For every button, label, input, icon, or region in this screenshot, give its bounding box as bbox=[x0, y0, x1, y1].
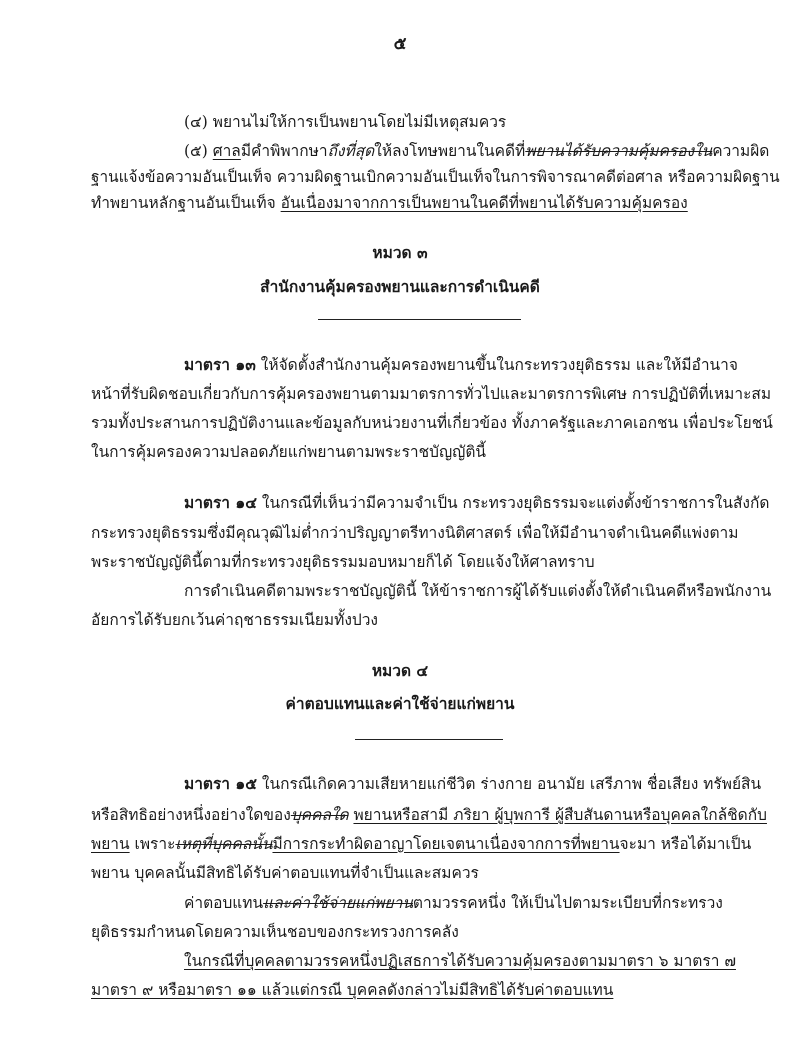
chapter-4-title: ค่าตอบแทนและค่าใช้จ่ายแก่พยาน bbox=[285, 694, 515, 713]
section-14-line-5: อัยการได้รับยกเว้นค่าฤชาธรรมเนียมทั้งปวง bbox=[91, 611, 378, 629]
clause-5-line-1 bbox=[184, 141, 769, 161]
clause-5-underlined: อันเนื่องมาจากการเป็นพยานในคดีที่พยานได้รับความคุ้มครอง bbox=[280, 194, 688, 212]
section-14-line-4: การดำเนินคดีตามพระราชบัญญัตินี้ ให้ข้าราชการผู้ได้รับแต่งตั้งให้ดำเนินคดีหรือพนักงาน bbox=[184, 582, 772, 600]
clause-5-text-e: ความผิด bbox=[712, 142, 770, 160]
section-14-line-2: กระทรวงยุติธรรมซึ่งมีคุณวุฒิไม่ต่ำกว่าปริญญาตรีทางนิติศาสตร์ เพื่อให้มีอำนาจดำเนินคดีแพ่งตาม bbox=[91, 524, 739, 542]
clause-5-marker: (๕) bbox=[184, 142, 213, 160]
clause-5-struck-text: พยานได้รับความคุ้มครองใน bbox=[525, 142, 713, 160]
section-15-line-8: มาตรา ๙ หรือมาตรา ๑๑ แล้วแต่กรณี บุคคลดังกล่าวไม่มีสิทธิได้รับค่าตอบแทน bbox=[91, 981, 614, 999]
section-13-text-1: ให้จัดตั้งสำนักงานคุ้มครองพยานขึ้นในกระทรวงยุติธรรม และให้มีอำนาจ bbox=[255, 356, 738, 374]
section-15-line-5 bbox=[184, 893, 723, 913]
section-13-line-3: รวมทั้งประสานการปฏิบัติงานและข้อมูลกับหน่วยงานที่เกี่ยวข้อง ทั้งภาครัฐและภาคเอกชน เพื่อประโยชน์ bbox=[91, 414, 773, 432]
page-number: ๕ bbox=[393, 34, 407, 54]
section-15-line-7: ในกรณีที่บุคคลตามวรรคหนึ่งปฏิเสธการได้รับความคุ้มครองตามมาตรา ๖ มาตรา ๗ bbox=[184, 952, 736, 970]
section-15-witness-word: พยาน bbox=[91, 835, 130, 853]
section-15-underlined-relatives: พยานหรือสามี ภริยา ผู้บุพการี ผู้สืบสันดานหรือบุคคลใกล้ชิดกับ bbox=[353, 806, 767, 824]
clause-5-text-c: ให้ลงโทษพยานในคดีที่ bbox=[374, 142, 526, 160]
section-15-underlined-offence: มีการกระทำผิดอาญาโดยเจตนาเนื่องจากการที่พยาน bbox=[272, 835, 620, 853]
section-13-label: มาตรา ๑๓ bbox=[184, 355, 256, 374]
section-15-because: เพราะ bbox=[129, 835, 176, 853]
section-15-line-6: ยุติธรรมกำหนดโดยความเห็นชอบของกระทรวงการคลัง bbox=[91, 923, 459, 941]
section-13-line-2: หน้าที่รับผิดชอบเกี่ยวกับการคุ้มครองพยานตามมาตรการทั่วไปและมาตรการพิเศษ การปฏิบัติที่เหมาะสม bbox=[91, 385, 772, 403]
chapter-3-heading: หมวด ๓ bbox=[372, 243, 428, 262]
section-15-text-1: ในกรณีเกิดความเสียหายแก่ชีวิต ร่างกาย อนามัย เสรีภาพ ชื่อเสียง ทรัพย์สิน bbox=[256, 775, 762, 793]
section-15-label: มาตรา ๑๕ bbox=[184, 774, 257, 793]
chapter-3-title: สำนักงานคุ้มครองพยานและการดำเนินคดี bbox=[260, 277, 540, 296]
chapter-4-heading: หมวด ๔ bbox=[371, 661, 429, 680]
section-14-line-1 bbox=[184, 493, 769, 513]
section-14-label: มาตรา ๑๔ bbox=[184, 493, 257, 512]
section-14-line-3: พระราชบัญญัตินี้ตามที่กระทรวงยุติธรรมมอบหมายก็ได้ โดยแจ้งให้ศาลทราบ bbox=[91, 553, 595, 571]
section-15-line-3 bbox=[91, 834, 751, 854]
clause-5-line-2: ฐานแจ้งข้อความอันเป็นเท็จ ความผิดฐานเบิกความอันเป็นเท็จในการพิจารณาคดีต่อศาล หรือความผิดฐาน bbox=[91, 168, 780, 186]
section-15-line-5c: ตามวรรคหนึ่ง ให้เป็นไปตามระเบียบที่กระทรวง bbox=[412, 894, 723, 912]
section-14-text-1: ในกรณีที่เห็นว่ามีความจำเป็น กระทรวงยุติธรรมจะแต่งตั้งข้าราชการในสังกัด bbox=[256, 494, 770, 512]
section-15-line-4: พยาน บุคคลนั้นมีสิทธิได้รับค่าตอบแทนที่จำเป็นและสมควร bbox=[91, 864, 479, 882]
chapter-4-divider bbox=[355, 739, 503, 740]
section-15-struck-reason: เหตุที่บุคคลนั้น bbox=[175, 835, 273, 853]
court-word: ศาล bbox=[212, 142, 241, 160]
section-13-line-1 bbox=[184, 355, 738, 375]
section-15-line-5a: ค่าตอบแทน bbox=[184, 894, 264, 912]
clause-5-text-a: มีคำพิพากษา bbox=[240, 142, 328, 160]
clause-4: (๔) พยานไม่ให้การเป็นพยานโดยไม่มีเหตุสมควร bbox=[184, 113, 507, 131]
clause-5-italic-final: ถึงที่สุด bbox=[327, 142, 375, 160]
chapter-3-divider bbox=[318, 319, 521, 320]
section-15-struck-expenses: และค่าใช้จ่ายแก่พยาน bbox=[263, 894, 413, 912]
section-13-line-4: ในการคุ้มครองความปลอดภัยแก่พยานตามพระราชบัญญัตินี้ bbox=[91, 443, 487, 461]
section-15-line-2 bbox=[91, 805, 767, 825]
section-15-line-1 bbox=[184, 774, 761, 794]
section-15-struck-person: บุคคลใด bbox=[290, 806, 349, 824]
section-15-line-3e: จะมา หรือได้มาเป็น bbox=[619, 835, 752, 853]
clause-5-line-3 bbox=[91, 193, 688, 213]
clause-5-line-3a: ทำพยานหลักฐานอันเป็นเท็จ bbox=[91, 194, 281, 212]
section-15-line-2a: หรือสิทธิอย่างหนึ่งอย่างใดของ bbox=[91, 806, 291, 824]
